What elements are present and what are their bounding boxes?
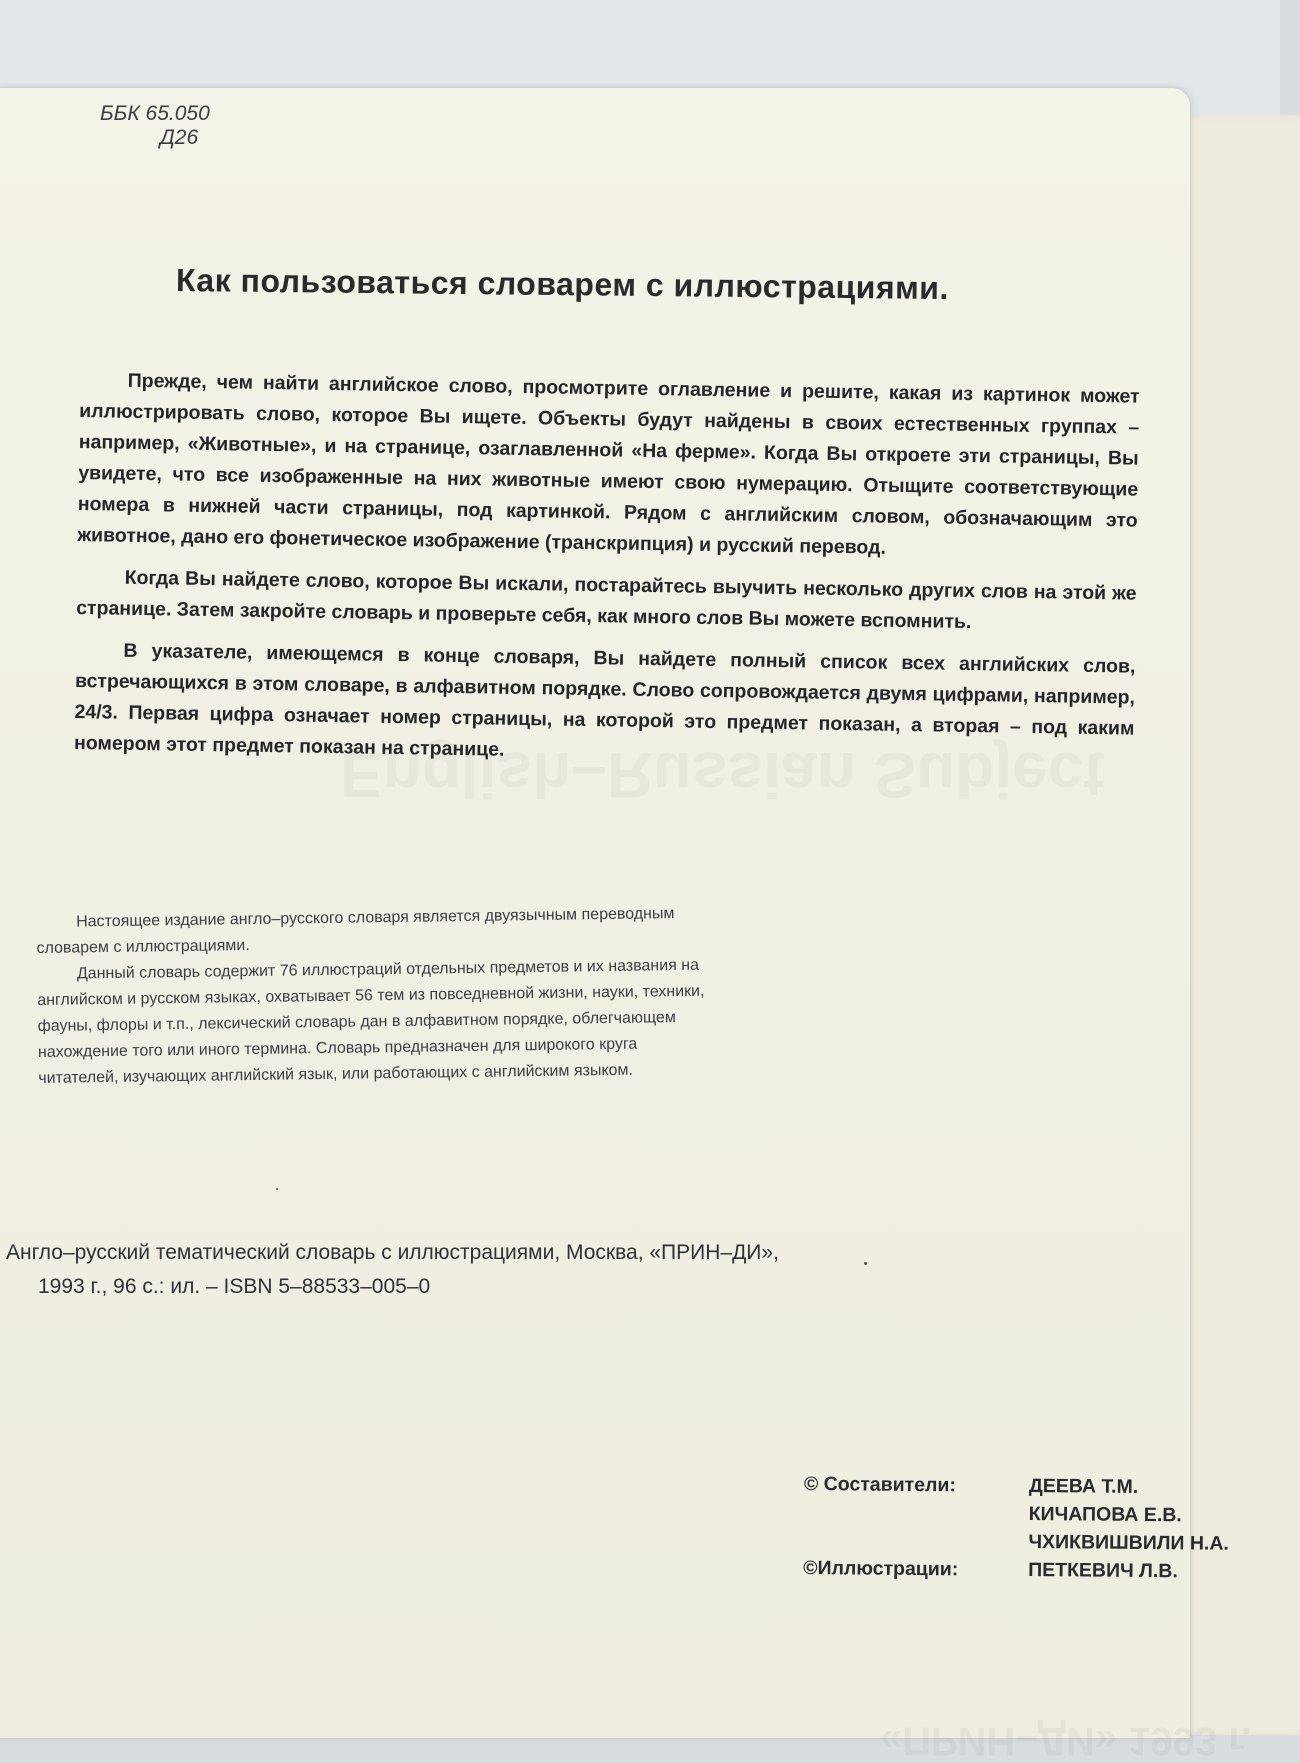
compilers-label: © Составители: — [803, 1472, 956, 1497]
show-through-text: English–Russian Subject — [340, 739, 1105, 811]
edition-annotation — [36, 901, 718, 1092]
library-catalog-code — [100, 102, 210, 150]
annotation-paragraph: Настоящее издание англо–русского словаря является двуязычным переводным словарем с иллюстрациями. — [36, 905, 675, 957]
compiler-name: ДЕЕВА Т.М. — [1028, 1474, 1139, 1498]
compiler-name: КИЧАПОВА Е.В. — [1028, 1502, 1182, 1527]
compilers-list — [1028, 1472, 1229, 1558]
biblio-line: Англо–русский тематический словарь с иллюстрациями, Москва, «ПРИН–ДИ», — [6, 1241, 779, 1264]
instructions-paragraph: В указателе, имеющемся в конце словаря, Вы найдете полный список всех английских слов, встречающихся в этом словаре, в алфавитном порядке. Слово сопровождается двумя цифрами, например, 24/3. Первая цифра означает номер страницы, на которой это предмет показан, а вторая – под каким номером этот предмет показан на странице. — [73, 639, 1136, 761]
instructions-section — [74, 365, 1140, 787]
compilers-row — [803, 1470, 1264, 1558]
illustrations-label: ©Иллюстрации: — [803, 1556, 959, 1581]
page-title: Как пользоваться словарем с иллюстрациями. — [175, 262, 950, 307]
biblio-line: 1993 г., 96 с.: ил. – ISBN 5–88533–005–0 — [38, 1275, 431, 1298]
show-through-imprint: «ПРИН–ДИ» 1993 г. — [880, 1719, 1253, 1763]
instructions-paragraph: Прежде, чем найти английское слово, просмотрите оглавление и решите, какая из картинок может иллюстрировать слово, которое Вы ищете. Объекты будут найдены в своих естественных группах – например, «Животные», и на странице, озаглавленной «На ферме». Когда Вы откроете эти страницы, Вы увидете, что все изображенные на них животные имеют свою нумерацию. Отыщите соответствующие номера в нижней части страницы, под картинкой. Рядом с английским словом, обозначающим это животное, дано его фонетическое изображение (транскрипция) и русский перевод. — [77, 369, 1140, 559]
bibliographic-record — [6, 1236, 906, 1304]
illustrations-row — [803, 1554, 1263, 1586]
illustrator-list — [1028, 1556, 1178, 1585]
paper-speck — [276, 1188, 278, 1190]
illustrator-name: ПЕТКЕВИЧ Л.В. — [1028, 1558, 1178, 1583]
credits-block — [803, 1470, 1264, 1586]
annotation-paragraph: Данный словарь содержит 76 иллюстраций отдельных предметов и их названия на английском и русском языках, охватывает 56 тем из повседневной жизни, науки, техники, фауны, флоры и т.п., лексический словарь дан в алфавитном порядке, облегчающем нахождение того или иного термина. Словарь предназначен для широкого круга читателей, изучающих английский язык, или работающих с английским языком. — [37, 956, 705, 1087]
bbk-code: ББК 65.050 — [100, 102, 210, 125]
instructions-paragraph: Когда Вы найдете слово, которое Вы искали, постарайтесь выучить несколько других слов на этой же странице. Затем закройте словарь и проверьте себя, как много слов Вы можете вспомнить. — [76, 566, 1137, 634]
author-mark: Д26 — [160, 126, 199, 149]
compiler-name: ЧХИКВИШВИЛИ Н.А. — [1028, 1530, 1230, 1555]
paper-speck — [864, 1262, 867, 1265]
